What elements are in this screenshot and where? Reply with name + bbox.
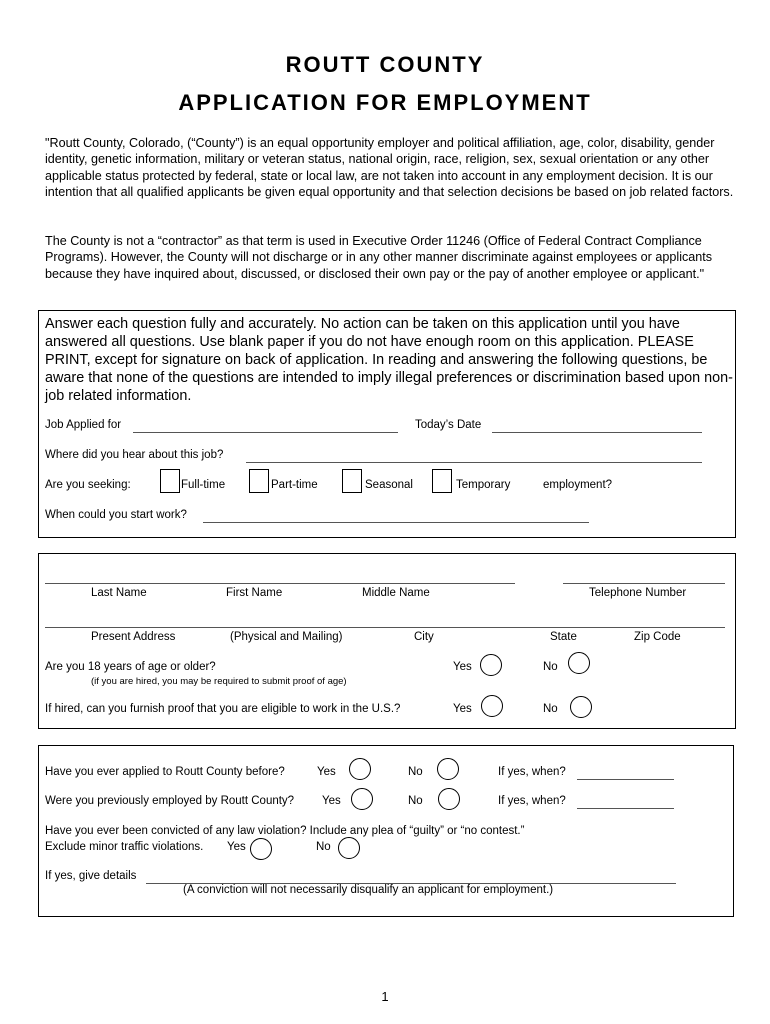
employed-no-label: No <box>408 795 423 807</box>
details-label: If yes, give details <box>45 870 137 882</box>
applied-when-field[interactable] <box>577 779 674 780</box>
start-work-label: When could you start work? <box>45 509 187 521</box>
age-yes-radio[interactable] <box>480 654 502 676</box>
employment-suffix: employment? <box>543 479 613 491</box>
conviction-yes-radio[interactable] <box>250 838 272 860</box>
employed-before-question: Were you previously employed by Routt County? <box>45 795 295 807</box>
eligibility-question: If hired, can you furnish proof that you are eligible to work in the U.S.? <box>45 703 401 715</box>
eligibility-yes-radio[interactable] <box>481 695 503 717</box>
temporary-label: Temporary <box>456 479 511 491</box>
employed-when-field[interactable] <box>577 808 674 809</box>
last-name-label: Last Name <box>91 587 147 599</box>
conviction-note: (A conviction will not necessarily disqualify an applicant for employment.) <box>183 884 554 896</box>
fulltime-label: Full-time <box>181 479 226 491</box>
conviction-yes-label: Yes <box>227 841 246 853</box>
applied-no-label: No <box>408 766 423 778</box>
title-routt-county: ROUTT COUNTY <box>285 52 485 77</box>
age-no-radio[interactable] <box>568 652 590 674</box>
job-applied-field[interactable] <box>133 432 398 433</box>
eligibility-no-radio[interactable] <box>570 696 592 718</box>
applied-when-label: If yes, when? <box>498 766 566 778</box>
name-field[interactable] <box>45 583 515 584</box>
instructions: Answer each question fully and accurately. No action can be taken on this application until you have answered all questions. Use blank paper if you do not have enough room on this application. PLEASE PRINT, except for signature on back of application. In reading and answering the following questions, be aware that none of the questions are intended to imply illegal preferences or discrimination based upon non-job related information. <box>45 316 733 404</box>
address-field[interactable] <box>45 627 725 628</box>
phone-field[interactable] <box>563 583 725 584</box>
parttime-checkbox[interactable] <box>249 469 269 493</box>
age-question: Are you 18 years of age or older? <box>45 661 216 673</box>
eligibility-no-label: No <box>543 703 558 715</box>
state-label: State <box>550 631 577 643</box>
employed-yes-radio[interactable] <box>351 788 373 810</box>
conviction-question: Have you ever been convicted of any law violation? Include any plea of “guilty” or “no contest.” <box>45 825 525 837</box>
applied-yes-label: Yes <box>317 766 336 778</box>
job-applied-label: Job Applied for <box>45 419 122 431</box>
todays-date-field[interactable] <box>492 432 702 433</box>
seasonal-label: Seasonal <box>365 479 413 491</box>
seasonal-checkbox[interactable] <box>342 469 362 493</box>
present-address-label: Present Address <box>91 631 176 643</box>
seeking-label: Are you seeking: <box>45 479 131 491</box>
contractor-statement: The County is not a “contractor” as that term is used in Executive Order 11246 (Office of Federal Contract Compliance Programs). However, the County will not discharge or in any other manner discriminate against employees or applicants because they have inquired about, discussed, or disclosed their own pay or the pay of another employee or applicant." <box>45 234 713 281</box>
todays-date-label: Today’s Date <box>415 419 482 431</box>
fulltime-checkbox[interactable] <box>160 469 180 493</box>
age-no-label: No <box>543 661 558 673</box>
applied-yes-radio[interactable] <box>349 758 371 780</box>
applied-no-radio[interactable] <box>437 758 459 780</box>
employed-when-label: If yes, when? <box>498 795 566 807</box>
conviction-no-radio[interactable] <box>338 837 360 859</box>
hear-about-field[interactable] <box>246 462 702 463</box>
applied-before-question: Have you ever applied to Routt County before? <box>45 766 285 778</box>
zip-code-label: Zip Code <box>634 631 681 643</box>
eligibility-yes-label: Yes <box>453 703 472 715</box>
telephone-label: Telephone Number <box>589 587 687 599</box>
physical-mailing-label: (Physical and Mailing) <box>230 631 343 643</box>
conviction-exclude: Exclude minor traffic violations. <box>45 841 204 853</box>
parttime-label: Part-time <box>271 479 318 491</box>
first-name-label: First Name <box>226 587 283 599</box>
hear-about-label: Where did you hear about this job? <box>45 449 224 461</box>
employed-yes-label: Yes <box>322 795 341 807</box>
age-yes-label: Yes <box>453 661 472 673</box>
start-work-field[interactable] <box>203 522 589 523</box>
city-label: City <box>414 631 434 643</box>
title-application: APPLICATION FOR EMPLOYMENT <box>178 90 592 115</box>
eeo-statement: "Routt County, Colorado, (“County”) is an equal opportunity employer and political affiliation, age, color, disability, gender identity, genetic information, military or veteran status, national origin, race, religion, sex, sexual orientation or any other applicable status protected by federal, state or local law, are not taken into account in any employment decision. It is our intention that all qualified applicants be given equal opportunity and that selection decisions be based on job related factors. <box>45 136 734 199</box>
conviction-no-label: No <box>316 841 331 853</box>
employed-no-radio[interactable] <box>438 788 460 810</box>
temporary-checkbox[interactable] <box>432 469 452 493</box>
middle-name-label: Middle Name <box>362 587 430 599</box>
page-number: 1 <box>381 989 389 1004</box>
age-note: (if you are hired, you may be required to submit proof of age) <box>91 676 347 687</box>
